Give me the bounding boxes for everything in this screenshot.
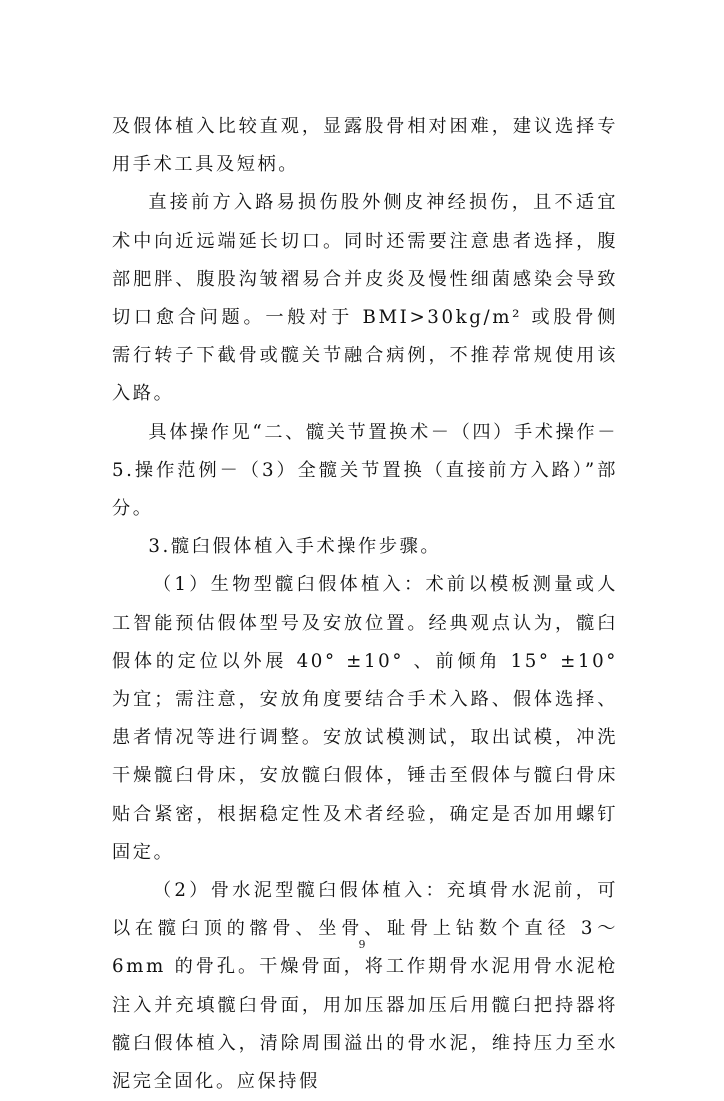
section-heading-acetabular-steps: 3.髋臼假体植入手术操作步骤。	[148, 536, 442, 558]
page-number: 9	[358, 938, 366, 951]
paragraph-biological-acetabular-implant: （1）生物型髋臼假体植入：术前以模板测量或人工智能预估假体型号及安放位置。经典观点认为，髋臼假体的定位以外展 40° ±10° 、前倾角 15° ±10° 为宜；需注意，安放角度要结合手术入路、假体选择、患者情况等进行调整。安放试模测试，取出试模，冲洗干燥髋臼骨床，安放髋臼假体，锤击至假体与髋臼骨床贴合紧密，根据稳定性及术者经验，确定是否加用螺钉固定。	[112, 574, 618, 863]
paragraph-direct-anterior-approach-risks: 直接前方入路易损伤股外侧皮神经损伤，且不适宜术中向近远端延长切口。同时还需要注意患者选择，腹部肥胖、腹股沟皱褶易合并皮炎及慢性细菌感染会导致切口愈合问题。一般对于 BMI>30kg/m² 或股骨侧需行转子下截骨或髋关节融合病例，不推荐常规使用该入路。	[112, 192, 618, 405]
paragraph-continuation: 及假体植入比较直观，显露股骨相对困难，建议选择专用手术工具及短柄。	[112, 116, 618, 176]
paragraph-procedure-reference: 具体操作见“二、髋关节置换术－（四）手术操作－5.操作范例－（3）全髋关节置换（直接前方入路）”部分。	[112, 421, 618, 520]
document-body	[112, 108, 618, 1101]
paragraph-cemented-acetabular-implant: （2）骨水泥型髋臼假体植入：充填骨水泥前，可以在髋臼顶的髂骨、坐骨、耻骨上钻数个直径 3～6mm 的骨孔。干燥骨面，将工作期骨水泥用骨水泥枪注入并充填髋臼骨面，用加压器加压后用髋臼把持器将髋臼假体植入，清除周围溢出的骨水泥，维持压力至水泥完全固化。应保持假	[112, 880, 618, 1093]
